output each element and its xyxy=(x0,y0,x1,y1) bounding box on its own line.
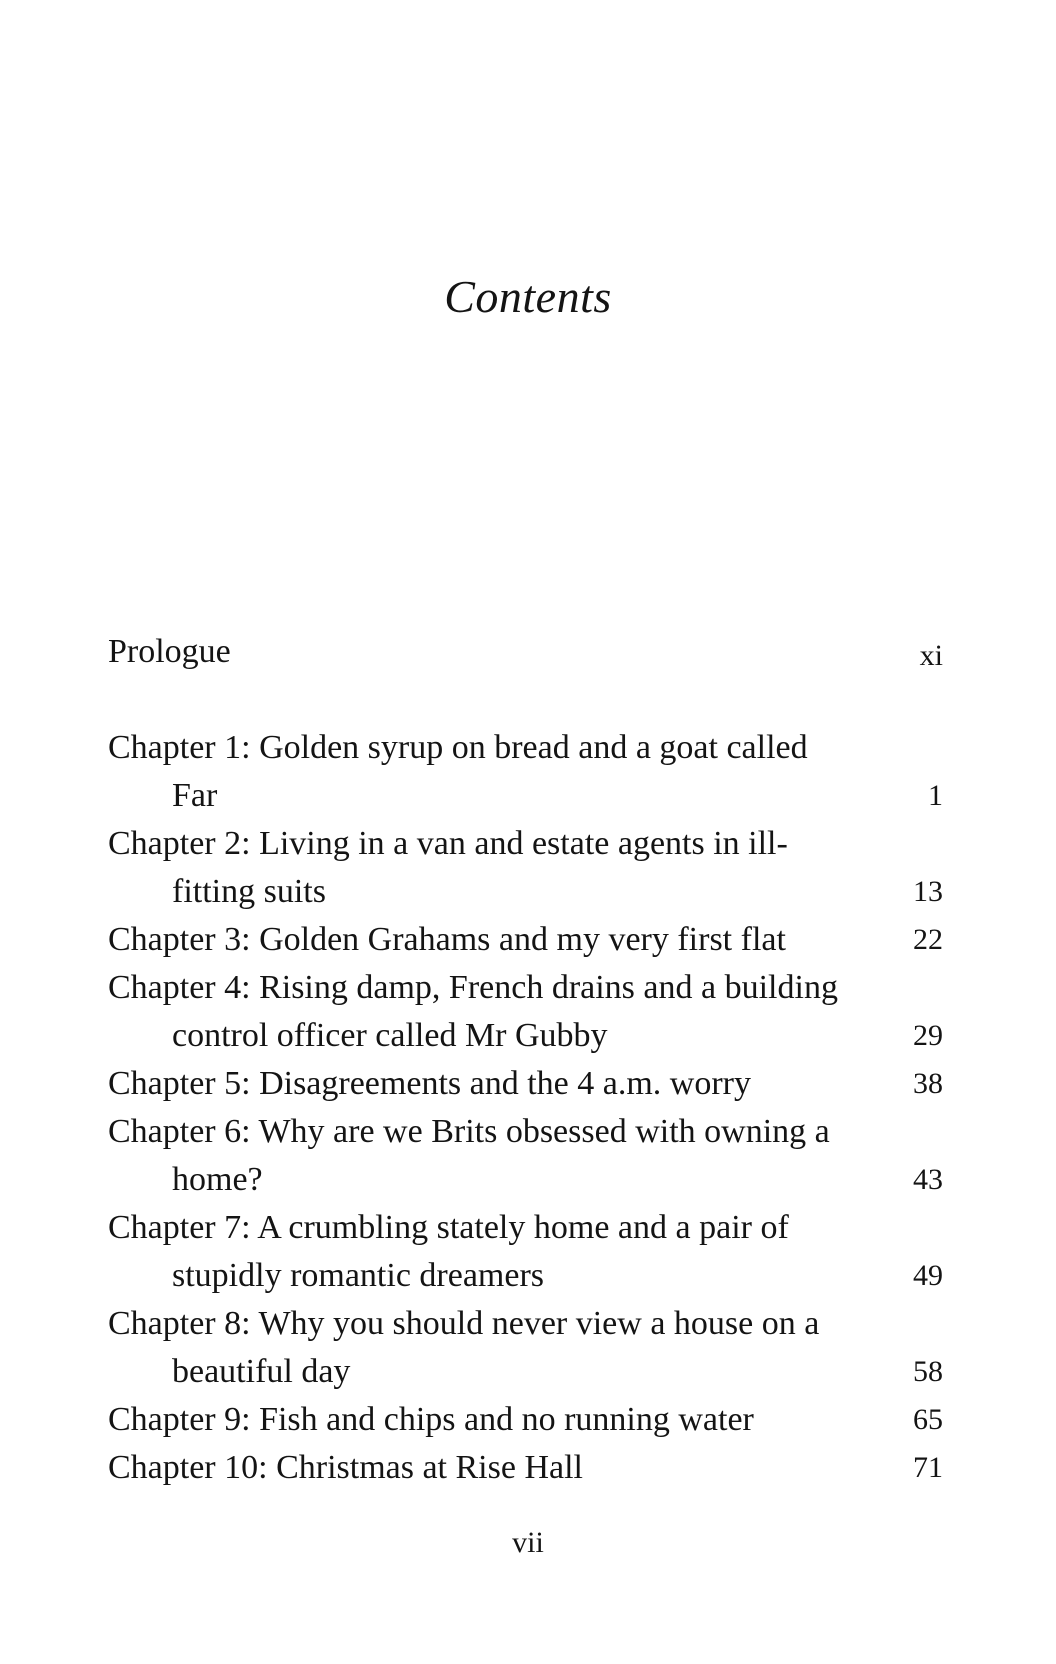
toc-entry-page: 22 xyxy=(913,923,943,956)
toc-entry-title: Chapter 4: Rising damp, French drains and a building control officer called Mr Gubby xyxy=(108,969,838,1054)
page-number: vii xyxy=(512,1526,544,1559)
toc-entry-page: 43 xyxy=(913,1163,943,1196)
toc-entry-title: Chapter 3: Golden Grahams and my very first flat xyxy=(108,921,786,958)
toc-entry-title: Chapter 2: Living in a van and estate agents in ill-fitting suits xyxy=(108,825,788,910)
toc-entry-chapter-5 xyxy=(108,1060,943,1108)
toc-entry-page: 71 xyxy=(913,1451,943,1484)
toc-entry-title: Chapter 10: Christmas at Rise Hall xyxy=(108,1449,583,1486)
toc-entry-chapter-8 xyxy=(108,1300,943,1396)
page-title: Contents xyxy=(444,271,612,322)
toc-entry-title: Chapter 1: Golden syrup on bread and a goat called Far xyxy=(108,729,808,814)
toc-entry-chapter-7 xyxy=(108,1204,943,1300)
toc-entry-chapter-3 xyxy=(108,916,943,964)
table-of-contents xyxy=(108,628,943,1492)
toc-entry-title: Chapter 5: Disagreements and the 4 a.m. worry xyxy=(108,1065,751,1102)
toc-entry-title: Chapter 9: Fish and chips and no running water xyxy=(108,1401,754,1438)
toc-entry-prologue xyxy=(108,628,943,676)
toc-entry-page: xi xyxy=(919,639,943,672)
toc-entry-title: Prologue xyxy=(108,633,231,670)
toc-entry-page: 1 xyxy=(928,779,943,812)
toc-entry-chapter-6 xyxy=(108,1108,943,1204)
toc-entry-page: 58 xyxy=(913,1355,943,1388)
toc-entry-chapter-9 xyxy=(108,1396,943,1444)
toc-entry-title: Chapter 7: A crumbling stately home and a pair of stupidly romantic dreamers xyxy=(108,1209,789,1294)
toc-entry-chapter-10 xyxy=(108,1444,943,1492)
toc-entry-page: 65 xyxy=(913,1403,943,1436)
toc-entry-title: Chapter 6: Why are we Brits obsessed with owning a home? xyxy=(108,1113,830,1198)
toc-entry-page: 49 xyxy=(913,1259,943,1292)
toc-entry-page: 13 xyxy=(913,875,943,908)
toc-entry-page: 29 xyxy=(913,1019,943,1052)
toc-entry-title: Chapter 8: Why you should never view a house on a beautiful day xyxy=(108,1305,820,1390)
toc-entry-chapter-1 xyxy=(108,724,943,820)
toc-entry-chapter-4 xyxy=(108,964,943,1060)
toc-entry-chapter-2 xyxy=(108,820,943,916)
toc-entry-page: 38 xyxy=(913,1067,943,1100)
